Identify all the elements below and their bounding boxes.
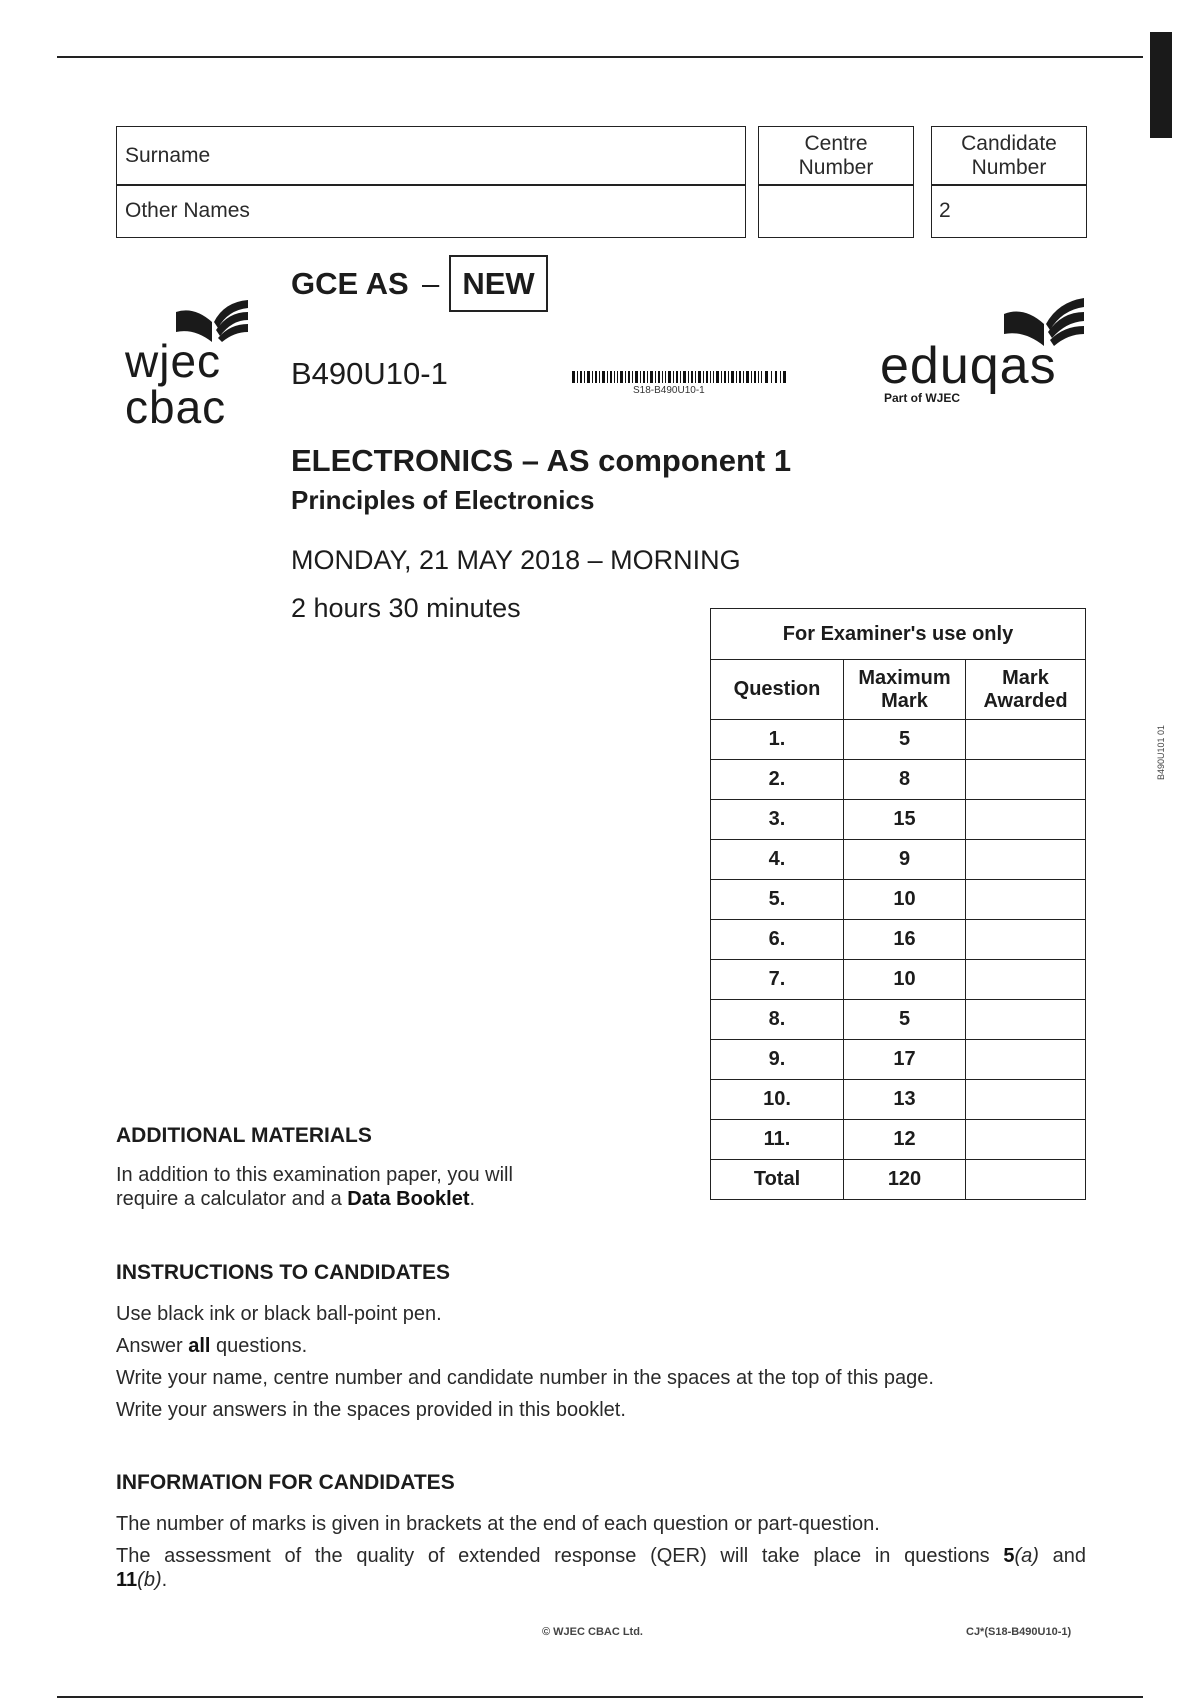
mark-awarded-cell[interactable] [966,840,1086,880]
col-max-mark: Maximum Mark [844,660,966,720]
information-line: 11(b). [116,1569,168,1591]
mark-awarded-cell[interactable] [966,720,1086,760]
barcode [572,371,786,383]
wjec-logo: wjec cbac [125,335,227,433]
candidate-number-header [931,126,1087,186]
information-line: The assessment of the quality of extended response (QER) will take place in questions 5(a) and [116,1545,1086,1567]
table-row: 6. 16 [711,920,1086,960]
candidate-number-value: 2 [939,199,951,222]
instruction-line: Write your answers in the spaces provided in this booklet. [116,1399,626,1421]
mark-awarded-cell[interactable] [966,800,1086,840]
eduqas-logo: eduqas [880,337,1057,395]
table-row: 5. 10 [711,880,1086,920]
top-rule [57,56,1143,58]
instruction-line: Use black ink or black ball-point pen. [116,1303,442,1325]
total-row: Total 120 [711,1160,1086,1200]
exam-date: MONDAY, 21 MAY 2018 – MORNING [291,545,741,575]
header-dash: – [422,266,440,301]
information-heading: INFORMATION FOR CANDIDATES [116,1471,455,1494]
centre-number-label: Centre Number [798,132,874,179]
table-row: 1. 5 [711,720,1086,760]
barcode-text: S18-B490U10-1 [633,385,705,396]
surname-field[interactable] [116,126,746,186]
table-row: 8. 5 [711,1000,1086,1040]
paper-code: B490U10-1 [291,356,448,391]
additional-materials-heading: ADDITIONAL MATERIALS [116,1124,372,1147]
subject-title: ELECTRONICS – AS component 1 [291,443,792,478]
mark-awarded-cell[interactable] [966,1040,1086,1080]
total-awarded-cell[interactable] [966,1160,1086,1200]
table-row: 11. 12 [711,1120,1086,1160]
mark-awarded-cell[interactable] [966,1080,1086,1120]
table-row: 3. 15 [711,800,1086,840]
examiner-table [710,608,1086,1200]
exam-duration: 2 hours 30 minutes [291,593,521,623]
page-edge-tab [1150,32,1172,138]
information-line: The number of marks is given in brackets at the end of each question or part-question. [116,1513,880,1535]
instructions-heading: INSTRUCTIONS TO CANDIDATES [116,1261,451,1284]
mark-awarded-cell[interactable] [966,960,1086,1000]
component-title: Principles of Electronics [291,485,595,515]
table-row: 2. 8 [711,760,1086,800]
qualification-level: GCE AS [291,266,409,301]
surname-label: Surname [125,144,211,167]
other-names-field[interactable] [116,184,746,238]
new-badge: NEW [449,255,548,312]
additional-materials-text: In addition to this examination paper, you will require a calculator and a Data Booklet. [116,1164,513,1210]
candidate-number-label: Candidate Number [961,132,1057,179]
examiner-table-title: For Examiner's use only [711,609,1086,660]
table-row: 7. 10 [711,960,1086,1000]
paper-reference: CJ*(S18-B490U10-1) [966,1626,1072,1638]
table-row: 10. 13 [711,1080,1086,1120]
centre-number-header [758,126,914,186]
mark-awarded-cell[interactable] [966,760,1086,800]
instruction-line: Write your name, centre number and candidate number in the spaces at the top of this page. [116,1367,934,1389]
side-code: B490U101 01 [1156,724,1166,780]
mark-awarded-cell[interactable] [966,920,1086,960]
centre-number-field[interactable] [758,184,914,238]
bottom-rule [57,1696,1143,1698]
copyright: © WJEC CBAC Ltd. [542,1626,643,1638]
instruction-line: Answer all questions. [116,1335,308,1357]
col-mark-awarded: Mark Awarded [966,660,1086,720]
mark-awarded-cell[interactable] [966,1120,1086,1160]
table-row: 4. 9 [711,840,1086,880]
mark-awarded-cell[interactable] [966,1000,1086,1040]
mark-awarded-cell[interactable] [966,880,1086,920]
eduqas-subtitle: Part of WJEC [884,391,961,405]
col-question: Question [711,660,844,720]
candidate-number-field[interactable] [931,184,1087,238]
other-names-label: Other Names [125,199,250,222]
table-row: 9. 17 [711,1040,1086,1080]
